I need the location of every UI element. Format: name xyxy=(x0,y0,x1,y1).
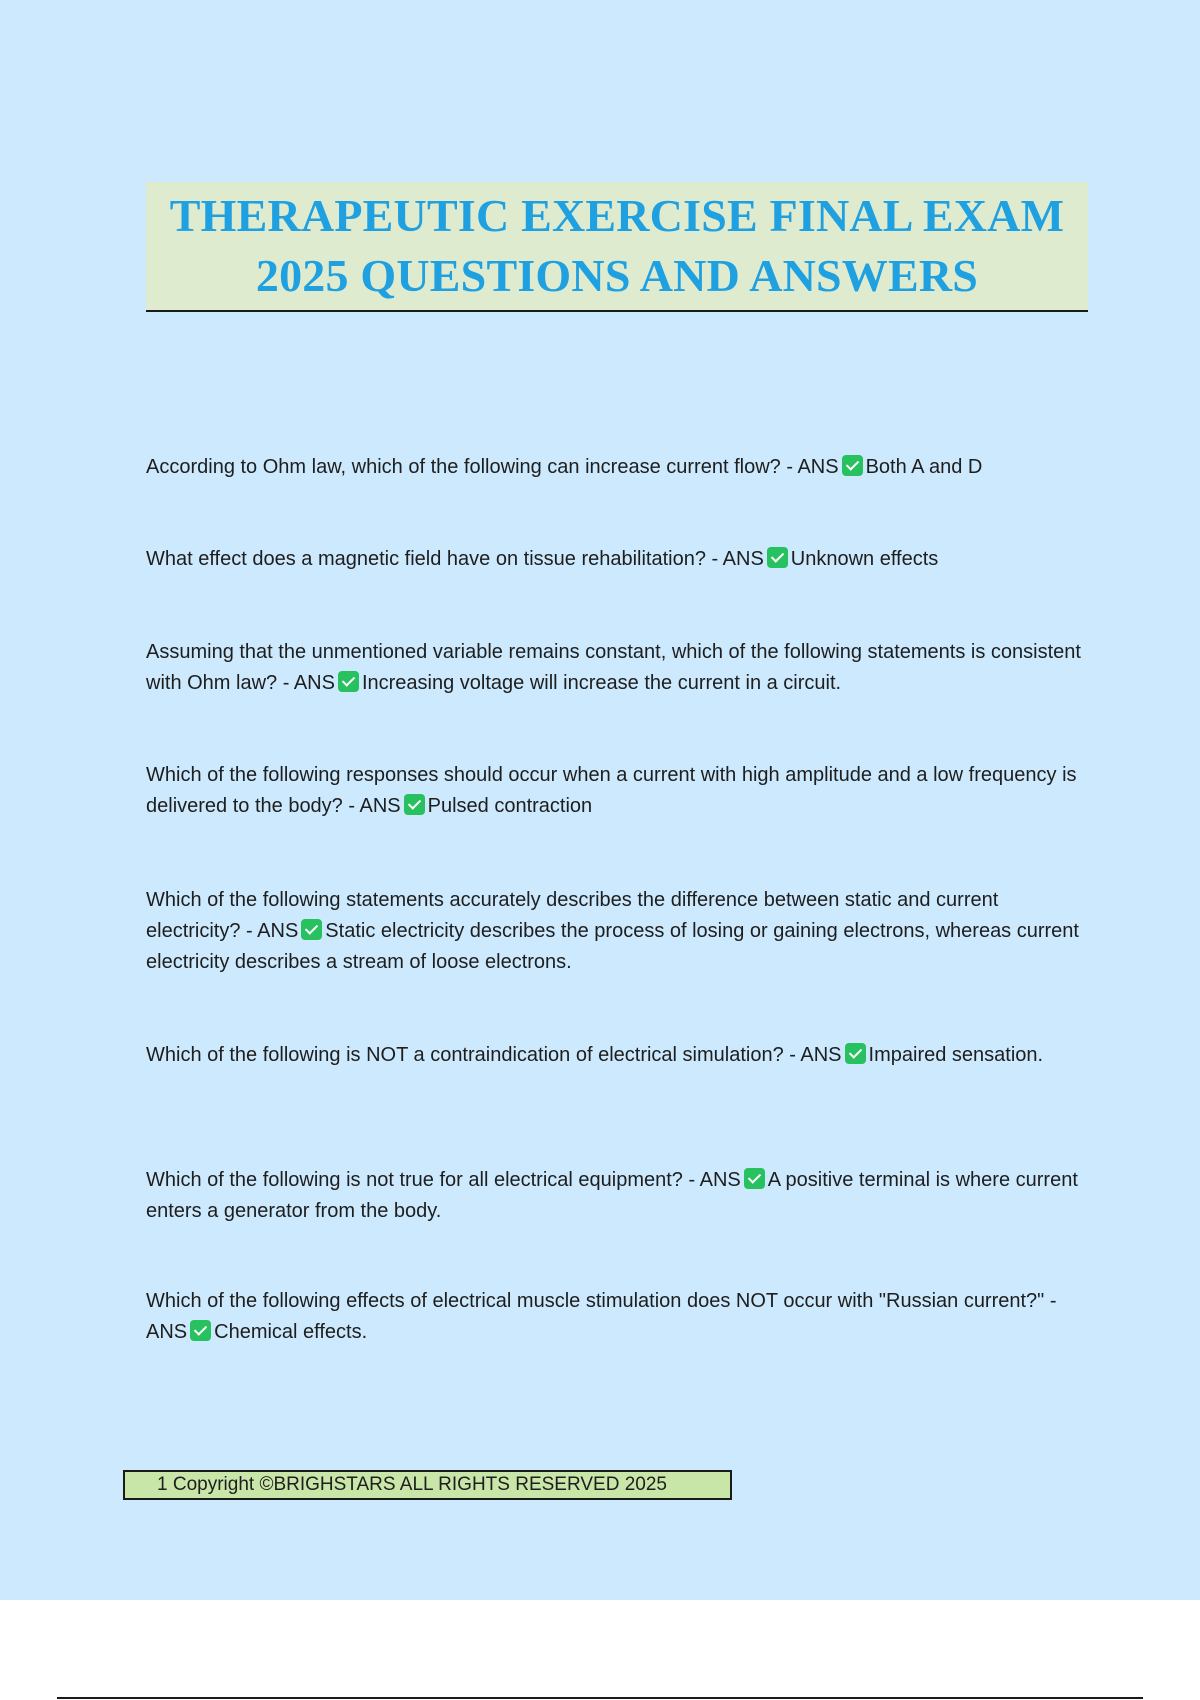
qa-item xyxy=(146,885,1091,978)
title-banner xyxy=(146,182,1088,312)
ans-label: - ANS xyxy=(246,920,299,942)
bottom-divider xyxy=(57,1697,1143,1699)
page-number: 1 xyxy=(157,1474,168,1495)
answer-text: Unknown effects xyxy=(790,548,939,570)
check-mark-icon xyxy=(744,1168,765,1189)
qa-item xyxy=(146,1040,1091,1071)
answer-text: Impaired sensation. xyxy=(868,1044,1044,1066)
answer-text: Chemical effects. xyxy=(214,1321,368,1343)
check-mark-icon xyxy=(767,547,788,568)
answer-text: Pulsed contraction xyxy=(427,795,593,817)
qa-item xyxy=(146,452,1091,483)
title-line-2: 2025 QUESTIONS AND ANSWERS xyxy=(255,250,979,301)
question-text: Which of the following responses should occur when a current with high amplitude and a low frequency is delivered to the body? xyxy=(146,764,1077,817)
qa-item xyxy=(146,1165,1091,1227)
answer-text: Increasing voltage will increase the current in a circuit. xyxy=(361,672,842,694)
question-text: Which of the following is not true for all electrical equipment? xyxy=(146,1169,683,1191)
question-text: Which of the following effects of electrical muscle stimulation does NOT occur with "Russian current?" xyxy=(146,1290,1045,1312)
question-text: Which of the following statements accurately describes the difference between static and current electricity? xyxy=(146,889,999,942)
answer-text: A positive terminal is where current enters a generator from the body. xyxy=(146,1169,1078,1222)
ans-label: - ANS xyxy=(146,1290,1057,1343)
ans-label: - ANS xyxy=(688,1169,741,1191)
check-mark-icon xyxy=(842,455,863,476)
ans-label: - ANS xyxy=(786,456,839,478)
ans-label: - ANS xyxy=(348,795,401,817)
ans-label: - ANS xyxy=(282,672,335,694)
qa-item xyxy=(146,544,1091,575)
ans-label: - ANS xyxy=(789,1044,842,1066)
check-mark-icon xyxy=(301,919,322,940)
qa-item xyxy=(146,760,1091,822)
copyright-text: Copyright ©BRIGHSTARS ALL RIGHTS RESERVED 2025 xyxy=(172,1474,667,1495)
check-mark-icon xyxy=(190,1320,211,1341)
answer-text: Static electricity describes the process of losing or gaining electrons, whereas current electricity describes a stream of loose electrons. xyxy=(146,920,1079,973)
question-text: What effect does a magnetic field have on tissue rehabilitation? xyxy=(146,548,706,570)
copyright-footer xyxy=(123,1470,732,1500)
check-mark-icon xyxy=(404,794,425,815)
answer-text: Both A and D xyxy=(865,456,983,478)
title-line-1: THERAPEUTIC EXERCISE FINAL EXAM xyxy=(169,190,1065,241)
qa-item xyxy=(146,1286,1091,1348)
question-text: Assuming that the unmentioned variable remains constant, which of the following statements is consistent with Ohm law? xyxy=(146,641,1081,694)
ans-label: - ANS xyxy=(711,548,764,570)
question-text: According to Ohm law, which of the following can increase current flow? xyxy=(146,456,781,478)
question-text: Which of the following is NOT a contraindication of electrical simulation? xyxy=(146,1044,784,1066)
check-mark-icon xyxy=(338,671,359,692)
qa-item xyxy=(146,637,1091,699)
check-mark-icon xyxy=(845,1043,866,1064)
